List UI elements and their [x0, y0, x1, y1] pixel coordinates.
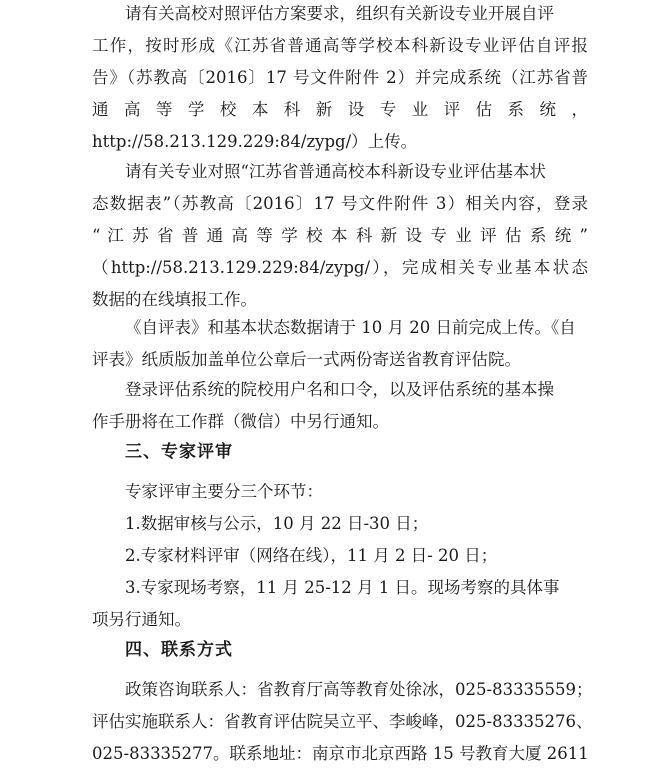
paragraph-self-evaluation	[92, 0, 588, 158]
text-line: 作手册将在工作群（微信）中另行通知。	[92, 412, 389, 431]
text-line: 2.专家材料评审（网络在线），11 月 2 日- 20 日；	[125, 546, 498, 565]
text-line: （http://58.213.129.229:84/zypg/），完成相关专业基本状态	[92, 258, 588, 277]
text-line: 1.数据审核与公示，10 月 22 日-30 日；	[125, 514, 429, 533]
text-line: 数据的在线填报工作。	[92, 290, 257, 309]
paragraph-login-notice	[92, 374, 588, 438]
text-line: 态数据表”（苏教高〔2016〕17 号文件附件 3）相关内容，登录	[92, 194, 588, 213]
text-line: 通 高 等 学 校 本 科 新 设 专 业 评 估 系 统 ，	[92, 100, 588, 119]
text-line: 专家评审主要分三个环节：	[125, 482, 323, 501]
section-heading-expert-review: 三、专家评审	[125, 442, 233, 462]
paragraph-deadline	[92, 312, 588, 376]
text-line: “ 江 苏 省 普 通 高 等 学 校 本 科 新 设 专 业 评 估 系 统 ”	[92, 226, 588, 245]
text-line: 登录评估系统的院校用户名和口令，以及评估系统的基本操	[125, 380, 554, 399]
text-line: 《自评表》和基本状态数据请于 10 月 20 日前完成上传。《自	[125, 318, 576, 337]
text-line: 请有关高校对照评估方案要求，组织有关新设专业开展自评	[125, 4, 554, 23]
text-line: 政策咨询联系人：省教育厅高等教育处徐冰，025-83335559；	[125, 680, 593, 699]
text-line: 告》（苏教高〔2016〕17 号文件附件 2）并完成系统（江苏省普	[92, 68, 588, 87]
text-line: 请有关专业对照“江苏省普通高校本科新设专业评估基本状	[125, 162, 546, 181]
text-line: 评估实施联系人：省教育评估院吴立平、李峻峰，025-83335276、	[92, 712, 593, 731]
text-line: 工作，按时形成《江苏省普通高等学校本科新设专业评估自评报	[92, 36, 588, 55]
paragraph-contacts	[92, 674, 593, 770]
paragraph-status-data	[92, 156, 588, 316]
section-heading-contact: 四、联系方式	[125, 640, 233, 660]
text-line: 评表》纸质版加盖单位公章后一式两份寄送省教育评估院。	[92, 350, 521, 369]
paragraph-review-stages	[92, 476, 588, 636]
text-line: 项另行通知。	[92, 610, 191, 629]
text-line: 3.专家现场考察，11 月 25-12 月 1 日。现场考察的具体事	[125, 578, 560, 597]
text-line: http://58.213.129.229:84/zypg/）上传。	[92, 132, 418, 151]
text-line: 025-83335277。联系地址：南京市北京西路 15 号教育大厦 2611	[92, 744, 589, 763]
